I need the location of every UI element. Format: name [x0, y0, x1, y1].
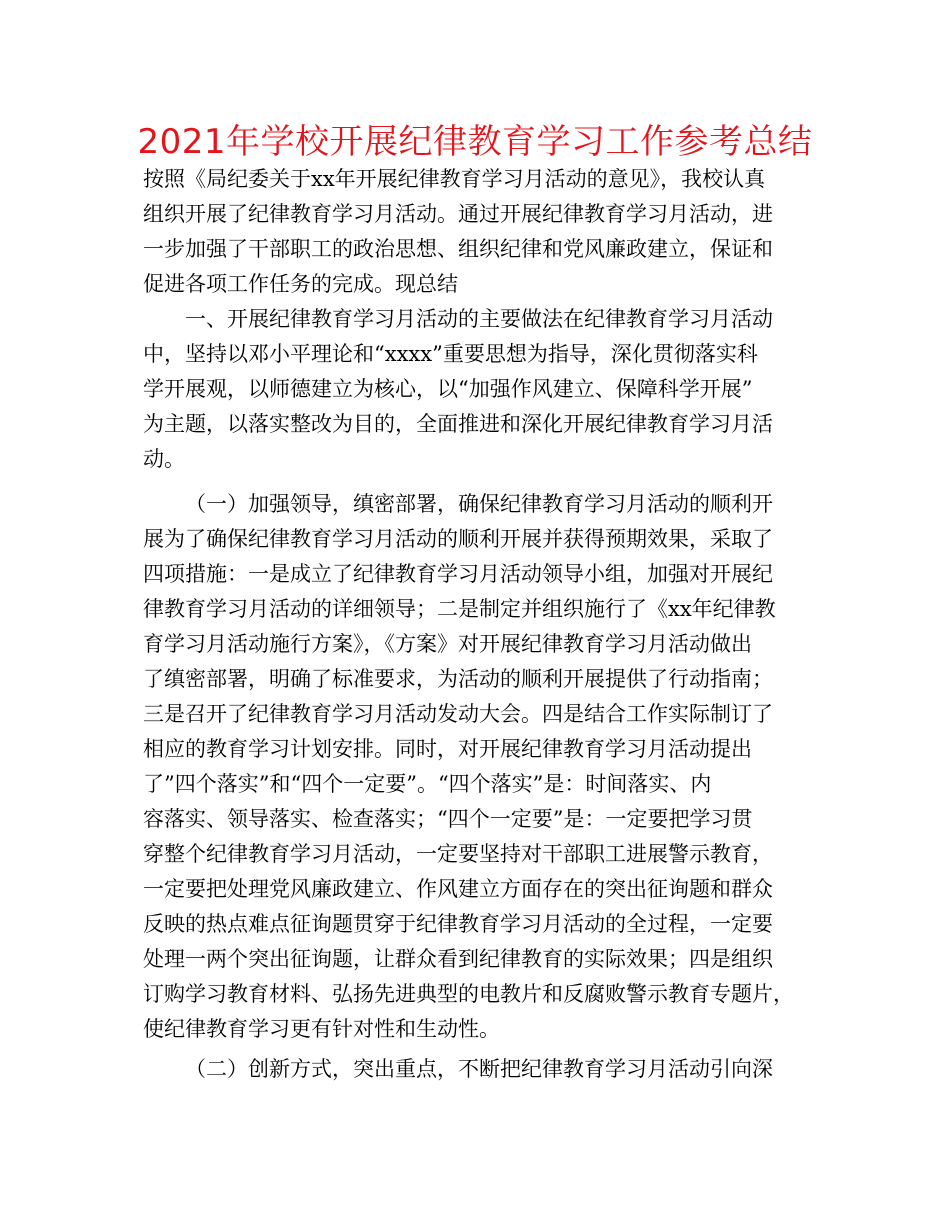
body-line: 组织开展了纪律教育学习月活动。通过开展纪律教育学习月活动，进 [143, 202, 773, 226]
body-line: 一、开展纪律教育学习月活动的主要做法在纪律教育学习月活动 [185, 307, 773, 331]
document-title: 2021年学校开展纪律教育学习工作参考总结 [137, 122, 813, 162]
paragraph-gap [143, 477, 823, 487]
body-line: 了”四个落实”和“四个一定要”。“四个落实”是：时间落实、内 [143, 772, 712, 796]
body-line: 一定要把处理党风廉政建立、作风建立方面存在的突出征询题和群众 [143, 877, 773, 901]
document-body [143, 162, 823, 1087]
body-line: 使纪律教育学习更有针对性和生动性。 [143, 1017, 500, 1041]
body-line: 容落实、领导落实、检查落实；“四个一定要”是：一定要把学习贯 [143, 807, 753, 831]
body-line: 穿整个纪律教育学习月活动，一定要坚持对干部职工进展警示教育， [143, 842, 773, 866]
body-line: 四项措施：一是成立了纪律教育学习月活动领导小组，加强对开展纪 [143, 562, 773, 586]
body-line: （二）创新方式，突出重点，不断把纪律教育学习月活动引向深 [185, 1057, 773, 1081]
body-line: 育学习月活动施行方案》，《方案》对开展纪律教育学习月活动做出 [143, 632, 752, 656]
body-line: 学开展观，以师德建立为核心，以“加强作风建立、保障科学开展” [143, 377, 753, 401]
body-line: 中，坚持以邓小平理论和“xxxx”重要思想为指导，深化贯彻落实科 [143, 342, 758, 366]
body-line: 相应的教育学习计划安排。同时，对开展纪律教育学习月活动提出 [143, 737, 752, 761]
body-line: 律教育学习月活动的详细领导；二是制定并组织施行了《xx年纪律教 [143, 597, 776, 621]
body-line: 展为了确保纪律教育学习月活动的顺利开展并获得预期效果，采取了 [143, 527, 773, 551]
body-line: 订购学习教育材料、弘扬先进典型的电教片和反腐败警示教育专题片， [143, 982, 794, 1006]
body-line: 为主题，以落实整改为目的，全面推进和深化开展纪律教育学习月活 [143, 412, 773, 436]
body-line: 处理一两个突出征询题，让群众看到纪律教育的实际效果；四是组织 [143, 947, 773, 971]
body-line: （一）加强领导，缜密部署，确保纪律教育学习月活动的顺利开 [185, 492, 773, 516]
body-line: 了缜密部署，明确了标准要求，为活动的顺利开展提供了行动指南； [143, 667, 773, 691]
body-line: 动。 [143, 447, 185, 471]
body-line: 一步加强了干部职工的政治思想、组织纪律和党风廉政建立，保证和 [143, 237, 773, 261]
body-line: 按照《局纪委关于xx年开展纪律教育学习月活动的意见》，我校认真 [143, 167, 766, 191]
body-line: 三是召开了纪律教育学习月活动发动大会。四是结合工作实际制订了 [143, 702, 773, 726]
body-line: 促进各项工作任务的完成。现总结 [143, 272, 458, 296]
body-line: 反映的热点难点征询题贯穿于纪律教育学习月活动的全过程，一定要 [143, 912, 773, 936]
